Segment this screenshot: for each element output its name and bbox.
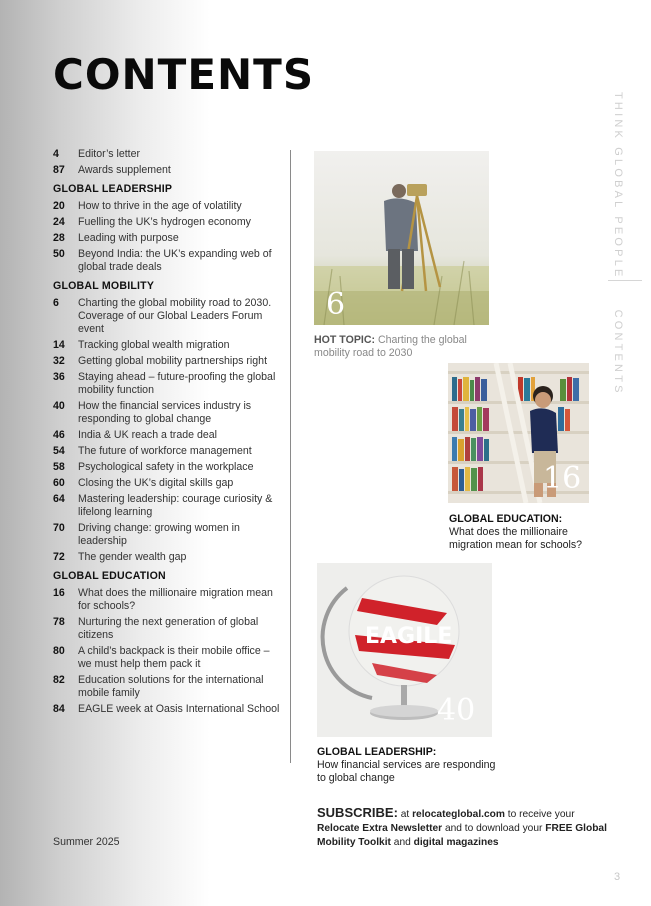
toc-entry-title: Psychological safety in the workplace (78, 461, 254, 473)
toc-entry-title: Getting global mobility partnerships right (78, 355, 268, 367)
subscribe-text: and to download your (442, 823, 546, 834)
toc-entry-title: Closing the UK’s digital skills gap (78, 477, 234, 489)
side-label-section: CONTENTS (612, 309, 624, 396)
toc-entry[interactable] (53, 355, 283, 368)
subscribe-promo (317, 806, 617, 850)
table-of-contents (53, 148, 283, 719)
toc-entry[interactable] (53, 371, 283, 397)
feature-number: 40 (437, 693, 476, 728)
caption-kicker: HOT TOPIC: (314, 334, 376, 346)
toc-page-number: 40 (53, 400, 65, 412)
feature-caption-hot-topic (314, 334, 494, 360)
section-heading-global-leadership: GLOBAL LEADERSHIP (53, 183, 173, 195)
toc-entry-title: India & UK reach a trade deal (78, 429, 217, 441)
subscribe-site-link[interactable]: relocateglobal.com (412, 809, 505, 820)
feature-photo-surveyor[interactable] (314, 151, 489, 325)
toc-page-number: 54 (53, 445, 65, 457)
column-divider (290, 150, 291, 763)
toc-page-number: 78 (53, 616, 65, 628)
toc-entry[interactable] (53, 645, 283, 671)
section-heading-global-education: GLOBAL EDUCATION (53, 570, 166, 582)
toc-page-number: 6 (53, 297, 59, 309)
toc-entry-title: Beyond India: the UK’s expanding web of global trade deals (78, 248, 272, 273)
toc-entry-title: Mastering leadership: courage curiosity & lifelong learning (78, 493, 273, 518)
toc-entry[interactable] (53, 477, 283, 490)
subscribe-text: to receive your (504, 809, 575, 820)
side-rule (608, 280, 642, 281)
subscribe-toolkit: FREE Global Mobility Toolkit (317, 823, 607, 848)
toc-entry-title: Editor’s letter (78, 148, 141, 160)
toc-page-number: 20 (53, 200, 65, 212)
feature-photo-globe[interactable] (317, 563, 492, 737)
toc-entry-title: The future of workforce management (78, 445, 252, 457)
feature-caption-global-education (449, 513, 609, 552)
caption-kicker: GLOBAL LEADERSHIP: (317, 746, 437, 758)
toc-entry[interactable] (53, 164, 283, 177)
subscribe-text: and (390, 837, 414, 848)
toc-entry-title: Education solutions for the international mobile family (78, 674, 264, 699)
toc-entry-title: How the financial services industry is responding to global change (78, 400, 252, 425)
toc-entry[interactable] (53, 400, 283, 426)
toc-entry[interactable] (53, 297, 283, 336)
toc-entry-title: Tracking global wealth migration (78, 339, 230, 351)
toc-page-number: 14 (53, 339, 65, 351)
toc-entry-title: The gender wealth gap (78, 551, 187, 563)
toc-page-number: 84 (53, 703, 65, 715)
toc-page-number: 36 (53, 371, 65, 383)
toc-entry[interactable] (53, 232, 283, 245)
toc-page-number: 80 (53, 645, 65, 657)
toc-entry[interactable] (53, 551, 283, 564)
toc-entry[interactable] (53, 674, 283, 700)
side-running-header (612, 92, 624, 396)
caption-kicker: GLOBAL EDUCATION: (449, 513, 563, 525)
toc-page-number: 50 (53, 248, 65, 260)
toc-page-number: 16 (53, 587, 65, 599)
toc-page-number: 58 (53, 461, 65, 473)
toc-page-number: 70 (53, 522, 65, 534)
toc-entry-title: Staying ahead – future-proofing the global mobility function (78, 371, 276, 396)
toc-entry-title: EAGLE week at Oasis International School (78, 703, 280, 715)
subscribe-newsletter: Relocate Extra Newsletter (317, 823, 443, 834)
toc-entry-title: Nurturing the next generation of global citizens (78, 616, 259, 641)
toc-page-number: 72 (53, 551, 65, 563)
toc-page-number: 28 (53, 232, 65, 244)
toc-entry[interactable] (53, 616, 283, 642)
section-heading-global-mobility: GLOBAL MOBILITY (53, 280, 155, 292)
toc-entry[interactable] (53, 703, 283, 716)
toc-page-number: 24 (53, 216, 65, 228)
toc-page-number: 87 (53, 164, 65, 176)
subscribe-text: at (397, 809, 413, 820)
toc-page-number: 82 (53, 674, 65, 686)
toc-entry-title: Driving change: growing women in leadership (78, 522, 240, 547)
feature-photo-library[interactable] (448, 363, 589, 503)
toc-entry[interactable] (53, 429, 283, 442)
feature-number: 6 (326, 287, 346, 322)
toc-entry[interactable] (53, 461, 283, 474)
toc-entry[interactable] (53, 445, 283, 458)
toc-entry-title: A child’s backpack is their mobile office – we must help them pack it (78, 645, 270, 670)
page-title: CONTENTS (53, 50, 315, 99)
feature-number: 16 (543, 461, 582, 496)
issue-season: Summer 2025 (53, 836, 120, 848)
toc-entry-title: What does the millionaire migration mean for schools? (78, 587, 273, 612)
toc-entry-title: How to thrive in the age of volatility (78, 200, 242, 212)
toc-entry[interactable] (53, 148, 283, 161)
toc-page-number: 32 (53, 355, 65, 367)
toc-entry[interactable] (53, 339, 283, 352)
toc-page-number: 4 (53, 148, 59, 160)
toc-entry-title: Fuelling the UK’s hydrogen economy (78, 216, 251, 228)
caption-text: What does the millionaire migration mean for schools? (449, 526, 583, 551)
toc-entry[interactable] (53, 248, 283, 274)
page-number: 3 (614, 871, 621, 883)
toc-entry-title: Awards supplement (78, 164, 171, 176)
toc-entry[interactable] (53, 216, 283, 229)
side-label-brand: THINK GLOBAL PEOPLE (612, 92, 624, 280)
toc-entry[interactable] (53, 200, 283, 213)
toc-entry[interactable] (53, 522, 283, 548)
caption-text: How financial services are responding to global change (317, 759, 496, 784)
globe-print: EAGILE (365, 624, 453, 649)
toc-page-number: 46 (53, 429, 65, 441)
toc-entry[interactable] (53, 587, 283, 613)
subscribe-magazines: digital magazines (413, 837, 499, 848)
toc-page-number: 60 (53, 477, 65, 489)
subscribe-label: SUBSCRIBE: (317, 805, 398, 820)
toc-entry-title: Leading with purpose (78, 232, 179, 244)
toc-entry-title: Charting the global mobility road to 2030. Coverage of our Global Leaders Forum event (78, 297, 272, 335)
caption-text: Charting the global mobility road to 2030 (314, 334, 467, 359)
toc-entry[interactable] (53, 493, 283, 519)
toc-page-number: 64 (53, 493, 65, 505)
feature-caption-global-leadership (317, 746, 497, 785)
